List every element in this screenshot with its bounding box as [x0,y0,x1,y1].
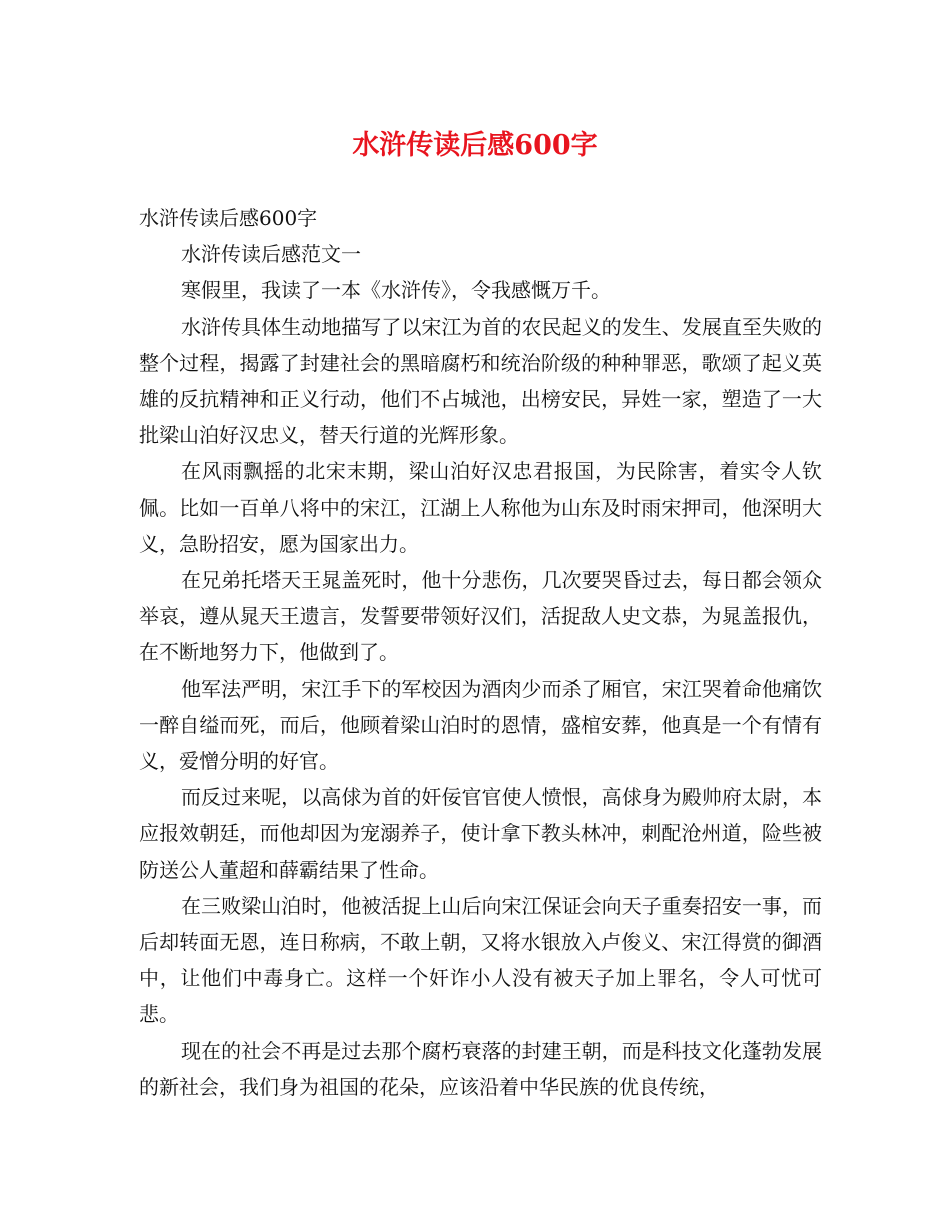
paragraph: 现在的社会不再是过去那个腐朽衰落的封建王朝，而是科技文化蓬勃发展的新社会，我们身为祖国的花朵，应该沿着中华民族的优良传统， [139,1038,822,1099]
paragraph: 寒假里，我读了一本《水浒传》，令我感慨万千。 [181,278,611,303]
paragraph: 水浒传具体生动地描写了以宋江为首的农民起义的发生、发展直至失败的整个过程，揭露了封建社会的黑暗腐朽和统治阶级的种种罪恶，歌颂了起义英雄的反抗精神和正义行动，他们不占城池，出榜安民，异姓一家，塑造了一大批梁山泊好汉忠义，替天行道的光辉形象。 [139,314,822,448]
paragraph-subtitle: 水浒传读后感600字 [139,206,318,230]
paragraph: 在三败梁山泊时，他被活捉上山后向宋江保证会向天子重奏招安一事，而后却转面无恩，连日称病，不敢上朝，又将水银放入卢俊义、宋江得赏的御酒中，让他们中毒身亡。这样一个奸诈小人没有被天子加上罪名，令人可忧可悲。 [139,893,822,1027]
paragraph: 他军法严明，宋江手下的军校因为酒肉少而杀了厢官，宋江哭着命他痛饮一醉自缢而死，而后，他顾着梁山泊时的恩情，盛棺安葬，他真是一个有情有义，爱憎分明的好官。 [139,676,822,774]
paragraph: 水浒传读后感范文一 [181,242,361,267]
paragraph: 而反过来呢，以高俅为首的奸佞官官使人愤恨，高俅身为殿帅府太尉，本应报效朝廷，而他却因为宠溺养子，使计拿下教头林冲，刺配沧州道，险些被防送公人董超和薛霸结果了性命。 [139,785,822,882]
document-title: 水浒传读后感600字 [352,130,598,161]
paragraph: 在兄弟托塔天王晁盖死时，他十分悲伤，几次要哭昏过去，每日都会领众举哀，遵从晁天王遗言，发誓要带领好汉们，活捉敌人史文恭，为晁盖报仇，在不断地努力下，他做到了。 [139,568,822,665]
paragraph: 在风雨飘摇的北宋末期，梁山泊好汉忠君报国，为民除害，着实令人钦佩。比如一百单八将中的宋江，江湖上人称他为山东及时雨宋押司，他深明大义，急盼招安，愿为国家出力。 [139,459,822,556]
document-body [139,200,822,1105]
